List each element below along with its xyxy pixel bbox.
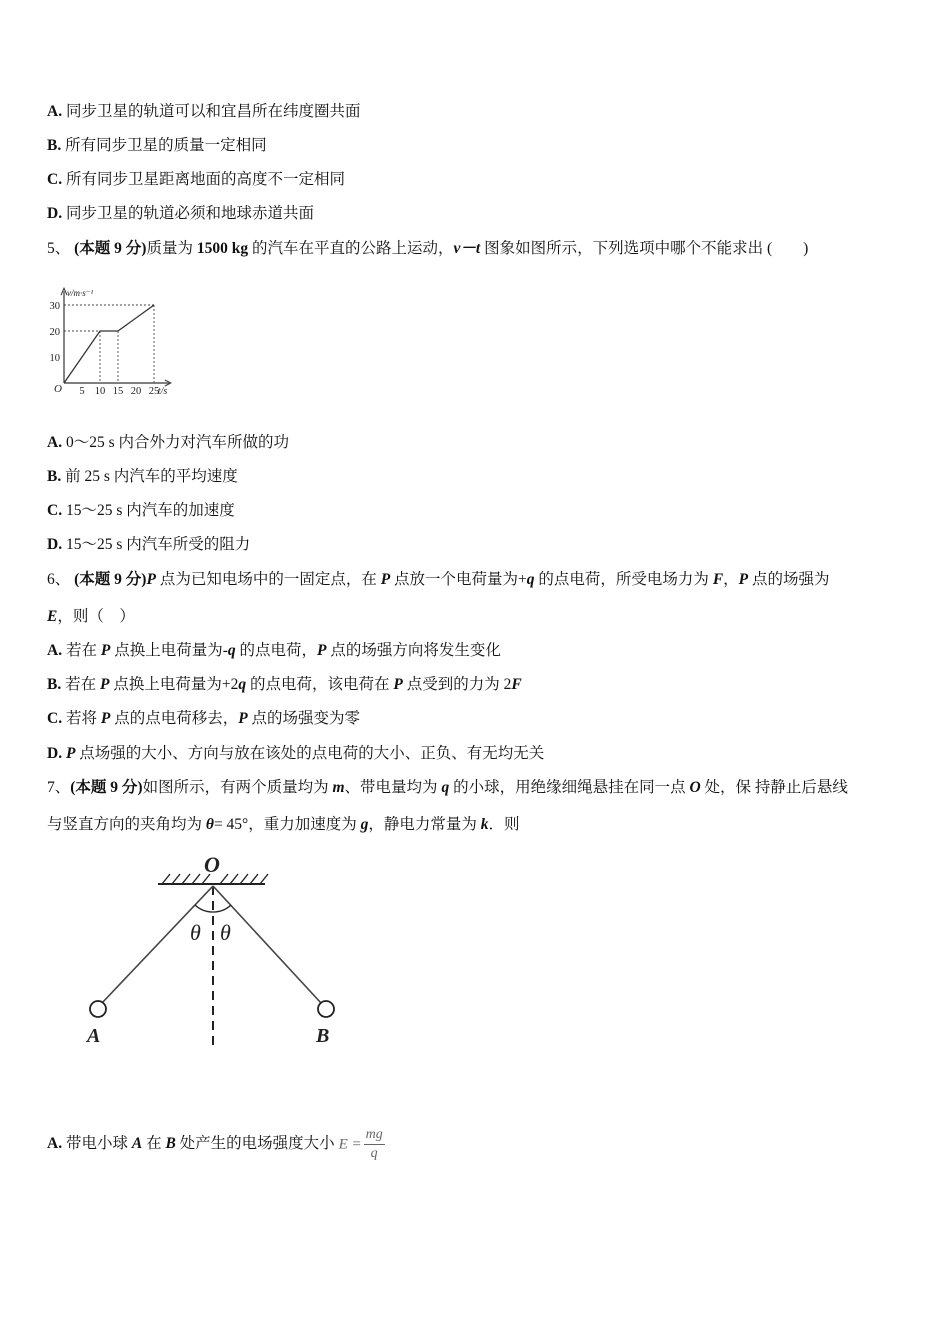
- q6-stem-line2: [47, 607, 135, 627]
- stem-text: 如图所示，有两个质量均为: [142, 779, 333, 796]
- q6-stem-line1: [47, 570, 830, 590]
- option-label: B.: [47, 468, 62, 485]
- question-header: (本题 9 分): [74, 240, 147, 257]
- option-label: B.: [47, 676, 62, 693]
- option-text: 同步卫星的轨道必须和地球赤道共面: [65, 205, 314, 222]
- symbol: P: [393, 676, 403, 693]
- question-header: (本题 9 分): [74, 571, 147, 588]
- x-axis-label: t/s: [157, 386, 168, 397]
- q5-option-a: [47, 433, 289, 453]
- option-label: D.: [47, 745, 63, 762]
- y-axis-label: v/m·s⁻¹: [67, 288, 94, 299]
- stem-text: ．则: [488, 816, 520, 833]
- stem-text: = 45°，重力加速度为: [213, 816, 361, 833]
- question-number: 5、: [47, 240, 71, 257]
- option-text: 的点电荷，该电荷在: [246, 676, 394, 693]
- option-text: 点的场强方向将发生变化: [326, 642, 501, 659]
- symbol: O: [689, 779, 701, 796]
- q4-option-a: [47, 102, 360, 122]
- option-text: 点的场强变为零: [247, 710, 361, 727]
- symbol: P: [380, 571, 391, 588]
- angle-arc-right: [213, 905, 231, 912]
- pendulum-figure: [70, 850, 390, 1050]
- angle-label-right: θ: [220, 920, 231, 945]
- ball-a-label: A: [87, 1025, 101, 1047]
- option-text: 15～25 s 内汽车所受的阻力: [65, 536, 251, 553]
- stem-text: 的点电荷，所受电场力为: [534, 571, 713, 588]
- stem-text: 与竖直方向的夹角均为: [47, 816, 206, 833]
- question-number: 6、: [47, 571, 71, 588]
- q4-option-c: [47, 170, 345, 190]
- option-text: 若将: [65, 710, 101, 727]
- q6-option-d: [47, 744, 544, 764]
- question-header: (本题 9 分): [70, 779, 143, 796]
- q5-stem: [47, 239, 808, 259]
- option-label: A.: [47, 1135, 63, 1152]
- option-text: 在: [142, 1135, 166, 1152]
- symbol: F: [511, 676, 522, 693]
- option-label: A.: [47, 642, 63, 659]
- q5-option-c: [47, 501, 235, 521]
- q6-option-b: [47, 675, 522, 695]
- option-text: 点换上电荷量为-: [110, 642, 228, 659]
- symbol: q: [441, 779, 450, 796]
- x-tick-label: 25: [148, 386, 160, 397]
- option-text: 所有同步卫星的质量一定相同: [65, 137, 267, 154]
- q7-stem-line2: [47, 815, 520, 835]
- ball-a: [90, 1001, 106, 1017]
- option-text: 前 25 s 内汽车的平均速度: [65, 468, 238, 485]
- symbol: P: [65, 745, 76, 762]
- mass-value: 1500 kg: [196, 240, 249, 257]
- option-text: 处产生的电场强度大小: [175, 1135, 335, 1152]
- option-text: 点受到的力为 2: [402, 676, 512, 693]
- formula-lhs: E =: [338, 1136, 362, 1153]
- symbol: A: [131, 1135, 143, 1152]
- ball-b-label: B: [316, 1025, 330, 1047]
- symbol: m: [332, 779, 345, 796]
- option-text: 15～25 s 内汽车的加速度: [65, 502, 235, 519]
- y-tick-label: 20: [49, 327, 60, 338]
- question-number: 7、: [47, 779, 71, 796]
- option-label: A.: [47, 434, 63, 451]
- q5-option-b: [47, 467, 238, 487]
- stem-text: 的小球，用绝缘细绳悬挂在同一点: [449, 779, 690, 796]
- q7-stem-line1: [47, 778, 848, 798]
- symbol: B: [165, 1135, 176, 1152]
- formula-fraction: [364, 1126, 385, 1163]
- q6-option-a: [47, 641, 501, 661]
- option-text: 所有同步卫星距离地面的高度不一定相同: [65, 171, 345, 188]
- symbol: g: [360, 816, 369, 833]
- stem-text: ，静电力常量为: [368, 816, 481, 833]
- q5-option-d: [47, 535, 250, 555]
- vt-symbol: v－t: [453, 240, 481, 257]
- series-line: [64, 305, 154, 383]
- x-tick-label: 15: [112, 386, 124, 397]
- stem-text: 质量为: [146, 240, 197, 257]
- option-text: 若在: [65, 642, 101, 659]
- q7-option-a: [47, 1124, 385, 1164]
- stem-text: 点的场强为: [748, 571, 830, 588]
- stem-text: 处，保 持静止后悬线: [700, 779, 848, 796]
- y-tick-label: 30: [49, 301, 60, 312]
- symbol: q: [227, 642, 236, 659]
- stem-text: 的汽车在平直的公路上运动，: [248, 240, 454, 257]
- option-label: C.: [47, 710, 63, 727]
- stem-text: ，则（ ）: [57, 608, 135, 625]
- fraction-numerator: mg: [364, 1126, 385, 1145]
- x-tick-label: 5: [79, 386, 85, 397]
- y-tick-label: 10: [49, 353, 60, 364]
- option-label: A.: [47, 103, 63, 120]
- option-label: C.: [47, 502, 63, 519]
- option-text: 的点电荷，: [235, 642, 317, 659]
- option-text: 带电小球: [65, 1135, 132, 1152]
- q4-option-d: [47, 204, 314, 224]
- vt-chart: [46, 272, 186, 402]
- option-text: 点场强的大小、方向与放在该处的点电荷的大小、正负、有无均无关: [75, 745, 545, 762]
- q4-option-b: [47, 136, 267, 156]
- stem-text: 点为已知电场中的一固定点，在: [155, 571, 381, 588]
- q6-option-c: [47, 709, 360, 729]
- option-label: D.: [47, 536, 63, 553]
- pivot-label: O: [204, 852, 220, 877]
- symbol: P: [100, 642, 111, 659]
- angle-label-left: θ: [190, 920, 201, 945]
- stem-text: 、带电量均为: [344, 779, 442, 796]
- stem-text: 图象如图所示，下列选项中哪个不能求出 ( ): [480, 240, 809, 257]
- symbol: k: [480, 816, 489, 833]
- symbol: P: [238, 710, 248, 727]
- x-tick-label: 10: [94, 386, 106, 397]
- option-text: 点换上电荷量为+2: [109, 676, 239, 693]
- option-text: 点的点电荷移去，: [110, 710, 239, 727]
- origin-label: O: [54, 383, 62, 395]
- fraction-denominator: q: [370, 1145, 378, 1161]
- symbol: F: [712, 571, 724, 588]
- option-text: 若在: [65, 676, 100, 693]
- symbol: P: [738, 571, 749, 588]
- stem-text: ，: [723, 571, 739, 588]
- ball-b: [318, 1001, 334, 1017]
- symbol: P: [100, 710, 111, 727]
- symbol: P: [317, 642, 327, 659]
- option-label: C.: [47, 171, 63, 188]
- symbol: q: [238, 676, 247, 693]
- x-tick-label: 20: [130, 386, 142, 397]
- symbol: P: [146, 571, 156, 588]
- stem-text: 点放一个电荷量为+: [390, 571, 527, 588]
- symbol: θ: [205, 816, 214, 833]
- symbol: E: [47, 608, 58, 625]
- option-label: D.: [47, 205, 63, 222]
- option-text: 0～25 s 内合外力对汽车所做的功: [65, 434, 289, 451]
- option-text: 同步卫星的轨道可以和宜昌所在纬度圈共面: [65, 103, 361, 120]
- option-label: B.: [47, 137, 62, 154]
- symbol: P: [99, 676, 110, 693]
- angle-arc-left: [195, 905, 213, 912]
- symbol: q: [526, 571, 535, 588]
